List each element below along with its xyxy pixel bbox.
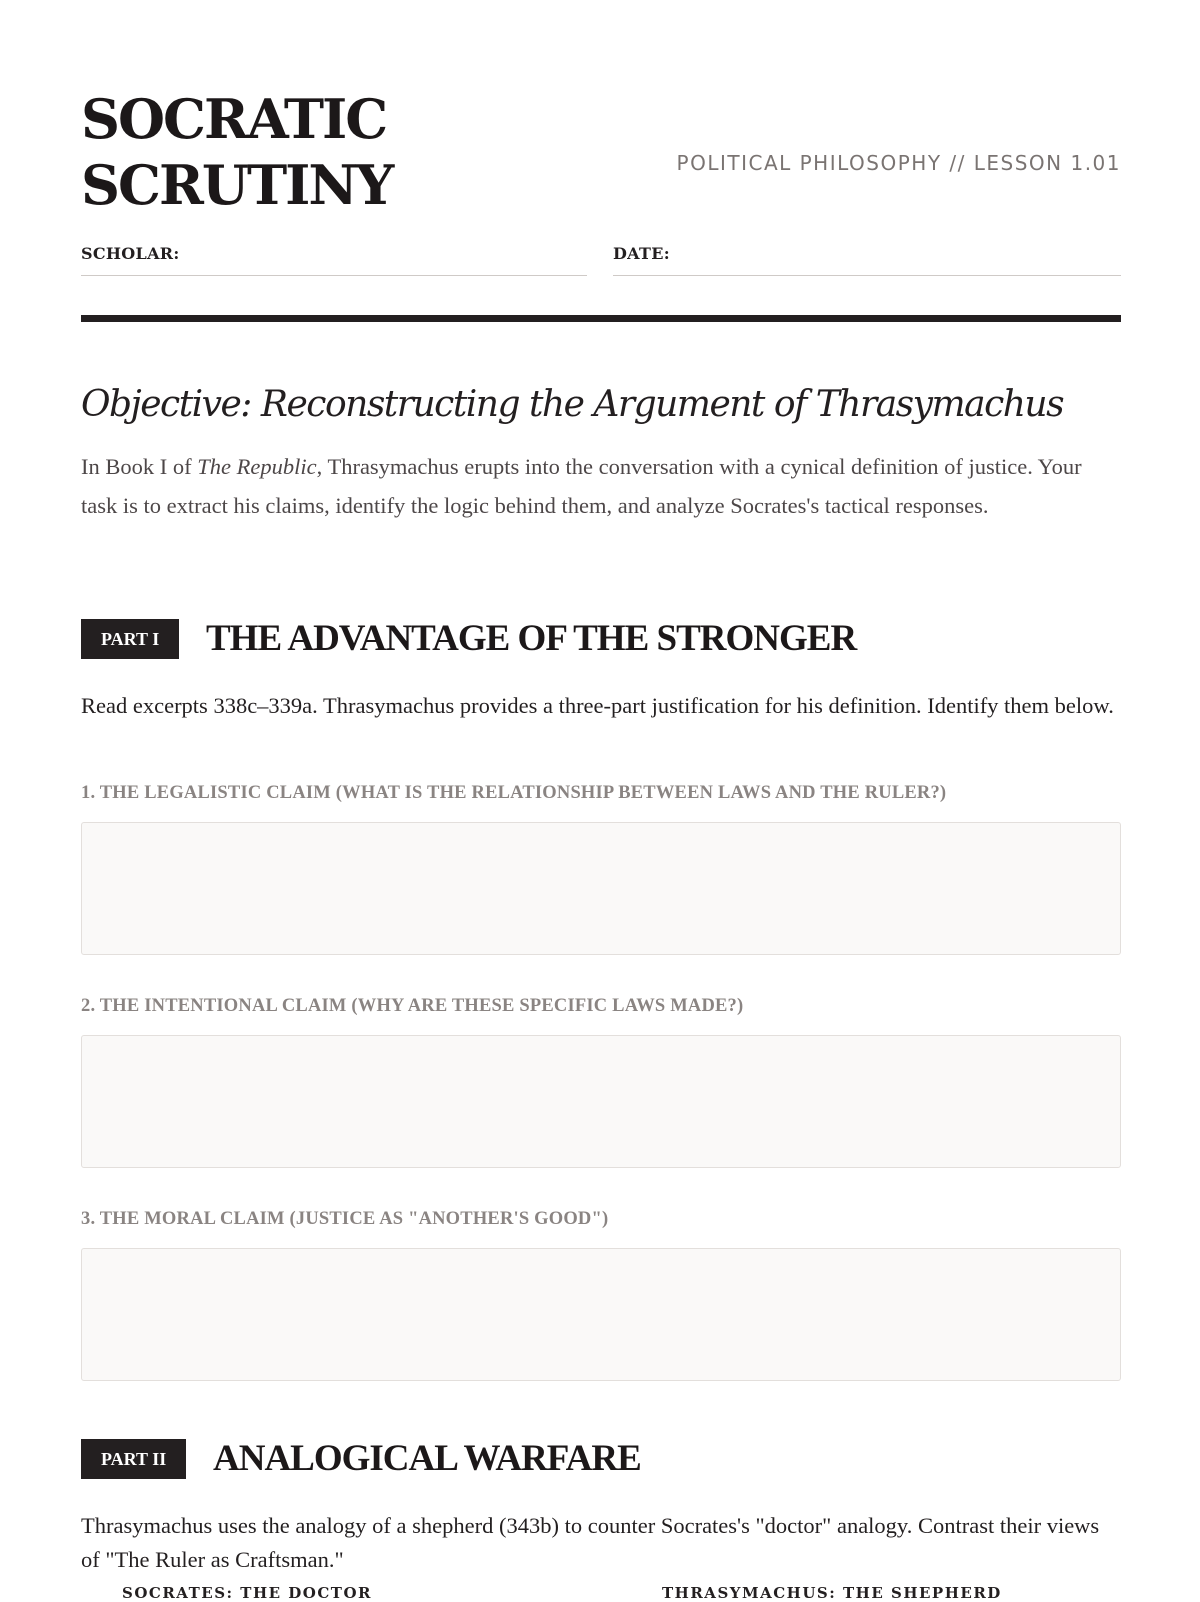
header-divider [81,315,1121,322]
question-3-answer-box[interactable] [81,1248,1121,1381]
course-label: POLITICAL PHILOSOPHY // LESSON 1.01 [676,151,1121,175]
question-1-label: 1. THE LEGALISTIC CLAIM (WHAT IS THE RELATIONSHIP BETWEEN LAWS AND THE RULER?) [81,783,947,803]
intro-text-before: In Book I of [81,454,198,479]
date-label: DATE: [613,244,670,263]
intro-text-after: , Thrasymachus erupts into the conversation with a cynical definition of justice. Your task is to extract his claims, identify the logic behind them, and analyze Socrates's tactical responses. [81,454,1082,518]
part-2-instructions: Thrasymachus uses the analogy of a shepherd (343b) to counter Socrates's "doctor" analogy. Contrast their views of "The Ruler as Craftsman." [81,1513,1100,1572]
socrates-column-label: SOCRATES: THE DOCTOR [122,1584,373,1602]
question-1-answer-box[interactable] [81,822,1121,955]
thrasymachus-column-label: THRASYMACHUS: THE SHEPHERD [662,1584,1002,1602]
scholar-field[interactable] [81,241,587,276]
part-2-title: ANALOGICAL WARFARE [213,1438,641,1479]
question-2-label: 2. THE INTENTIONAL CLAIM (WHY ARE THESE SPECIFIC LAWS MADE?) [81,996,744,1016]
intro-work-title: The Republic [197,454,317,479]
date-field[interactable] [613,241,1121,276]
question-3-label: 3. THE MORAL CLAIM (JUSTICE AS "ANOTHER'S GOOD") [81,1209,609,1229]
scholar-label: SCHOLAR: [81,244,180,263]
objective-heading: Objective: Reconstructing the Argument of Thrasymachus [81,384,1064,425]
part-1-instructions: Read excerpts 338c–339a. Thrasymachus provides a three-part justification for his definition. Identify them below. [81,693,1114,718]
worksheet-title [81,86,392,218]
part-1-title: THE ADVANTAGE OF THE STRONGER [206,618,857,659]
title-line-1: SOCRATIC [81,87,387,151]
title-line-2: SCRUTINY [81,153,393,217]
part-1-badge: PART I [81,619,179,659]
student-fields [81,241,1121,275]
objective-intro [81,448,1121,525]
part-2-badge: PART II [81,1439,186,1479]
question-2-answer-box[interactable] [81,1035,1121,1168]
